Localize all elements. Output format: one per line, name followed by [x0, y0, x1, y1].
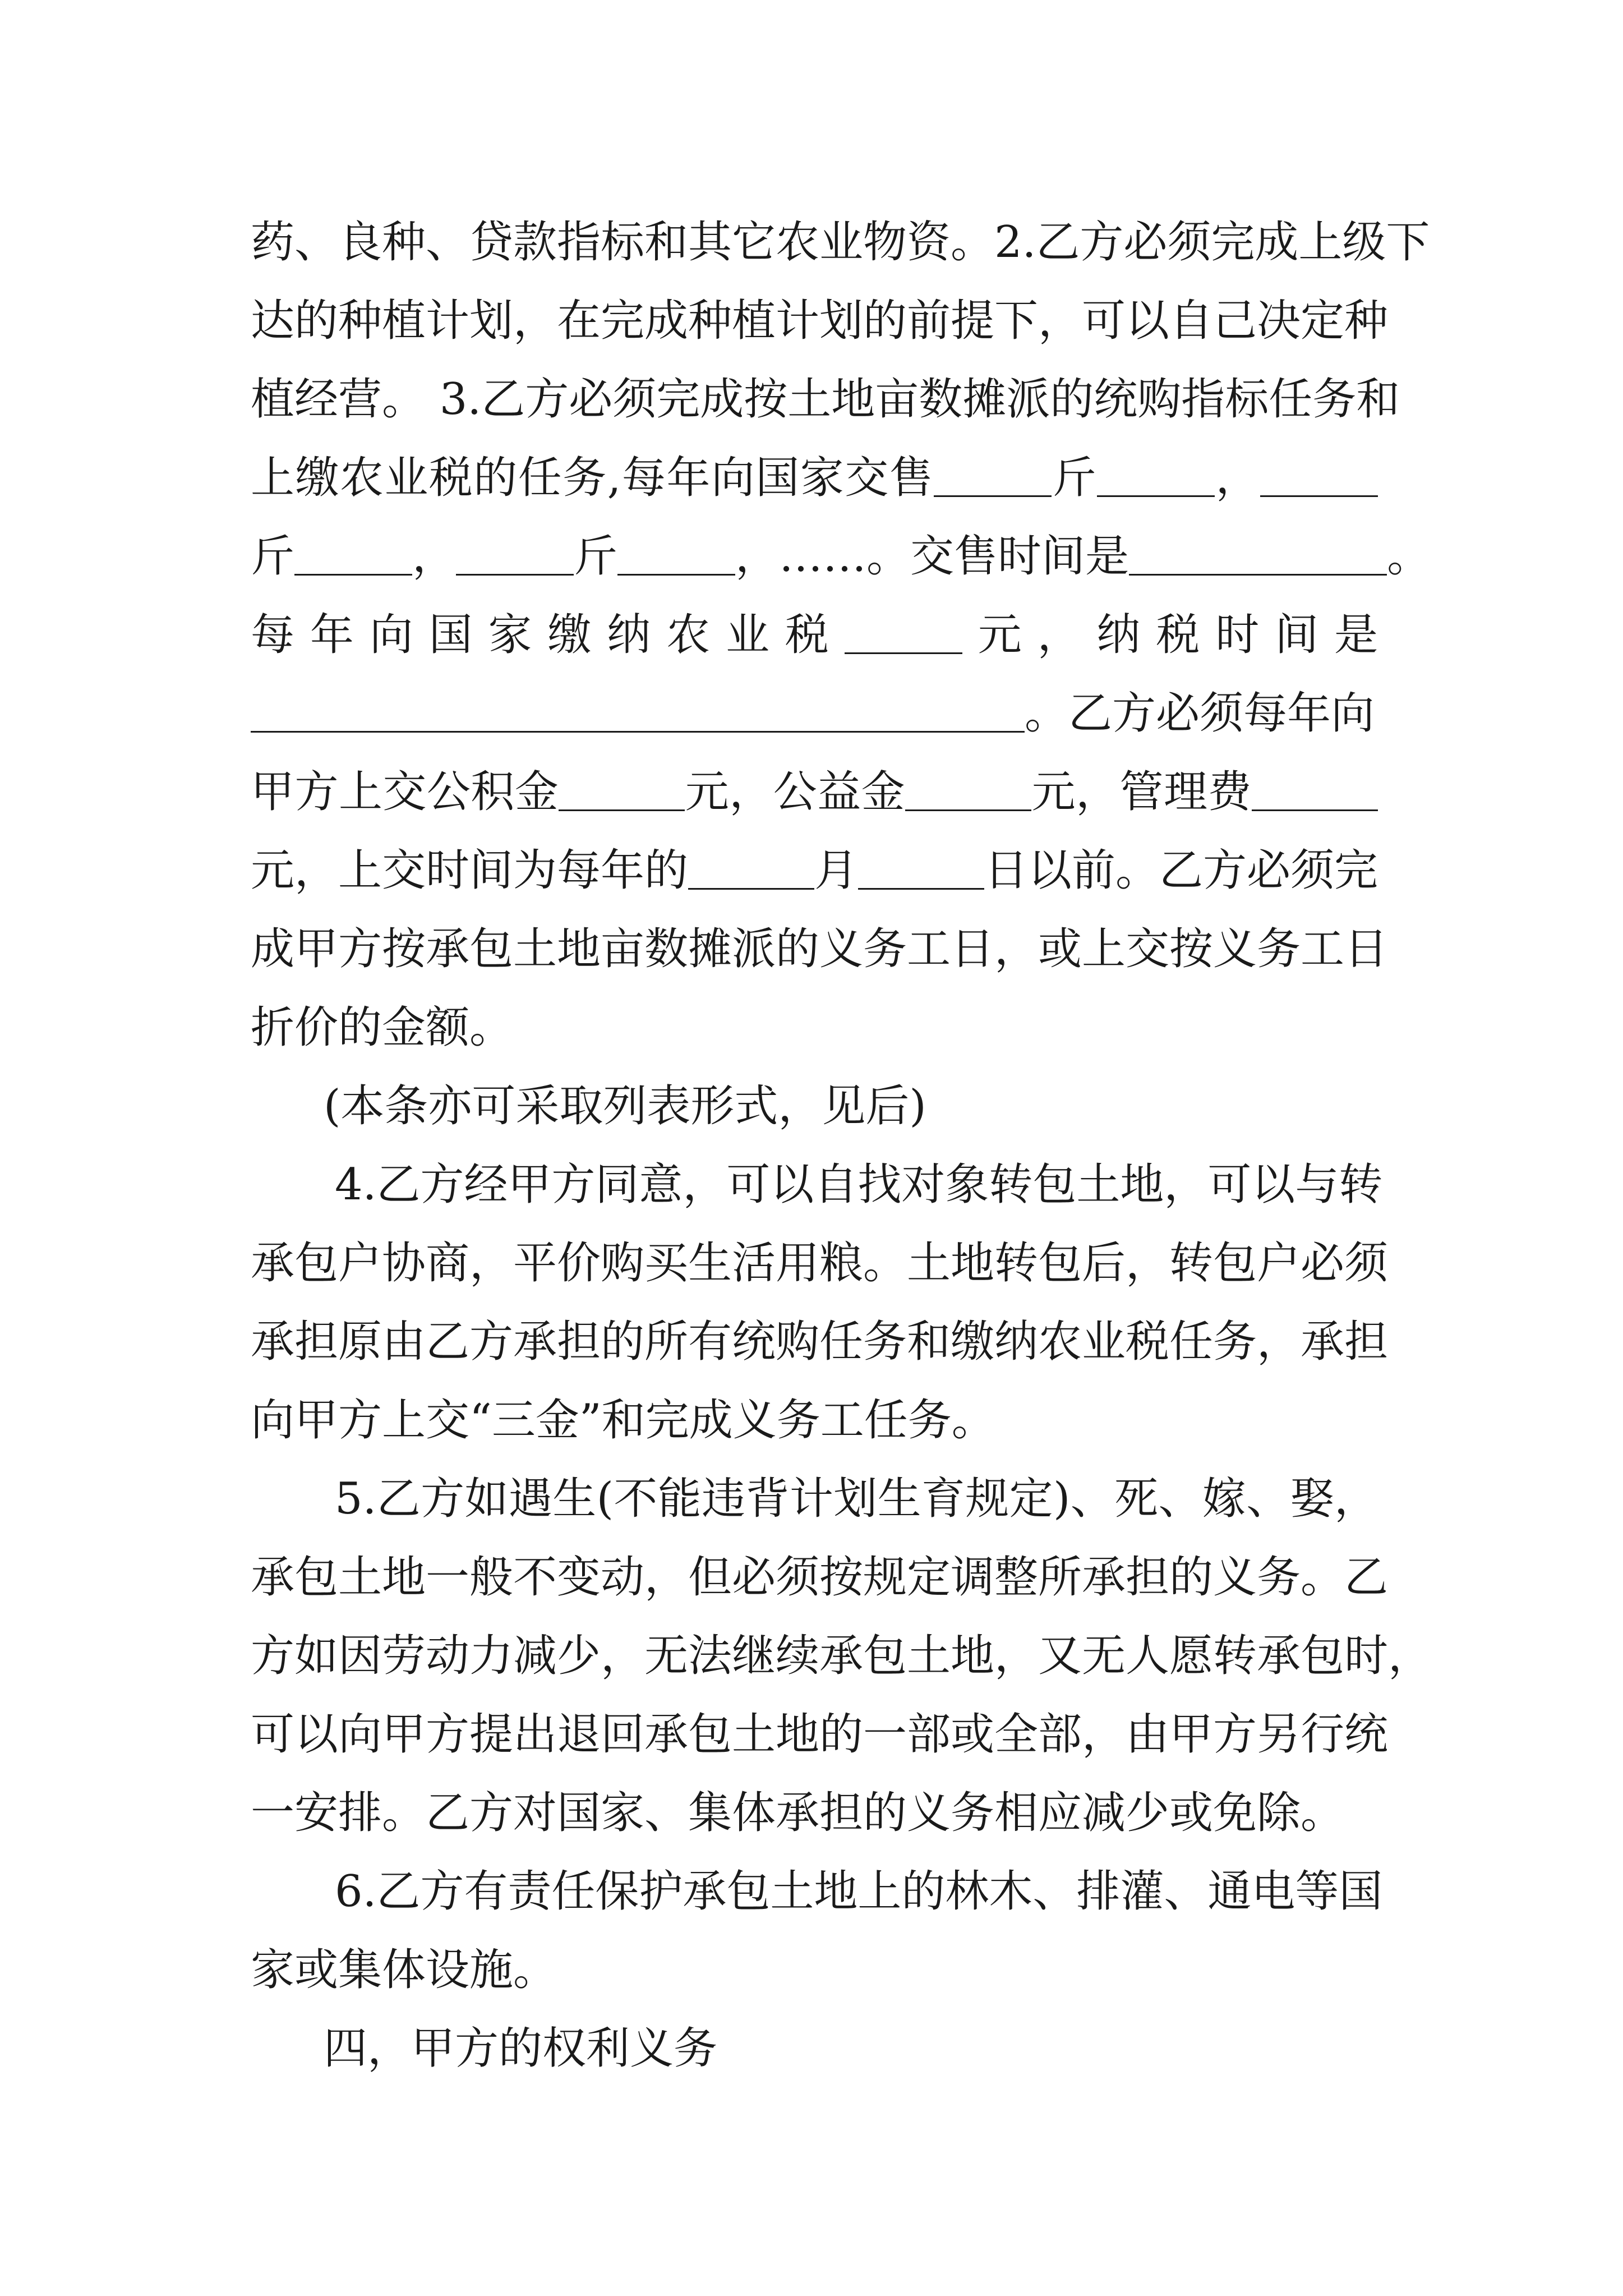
text-line: [251, 282, 1389, 360]
text-span: 日以前。乙方必须完: [984, 845, 1378, 896]
text-line: [251, 831, 1378, 910]
text-span: ，……。交售时间是: [735, 531, 1129, 582]
text-line: [251, 1695, 1389, 1774]
text-span: 上缴农业税的任务,每年向国家交售: [251, 453, 934, 503]
text-line: [251, 1852, 1383, 1931]
text-line: [251, 1303, 1389, 1381]
text-span: ，: [412, 531, 457, 582]
text-span: 。乙方必须每年向: [1025, 688, 1375, 739]
text-span: 。: [1387, 531, 1431, 582]
text-span: 甲方上交公积金: [251, 767, 559, 817]
text-line: [251, 910, 1389, 988]
text-line: [251, 1224, 1389, 1303]
text-span: 四，甲方的权利义务: [324, 2023, 718, 2074]
text-span: 承包户协商，平价购买生活用粮。土地转包后，转包户必须: [251, 1238, 1389, 1289]
text-line: [251, 517, 1431, 596]
fill-in-blank[interactable]: [1097, 452, 1215, 497]
text-span: 每年向国家缴纳农业税: [251, 610, 845, 660]
text-span: 家或集体设施。: [251, 1945, 557, 1995]
text-line: [251, 1617, 1432, 1695]
text-span: 成甲方按承包土地亩数摊派的义务工日，或上交按义务工日: [251, 924, 1389, 974]
text-span: 可以向甲方提出退回承包土地的一部或全部，由甲方另行统: [251, 1709, 1389, 1760]
text-span: 方如因劳动力减少，无法继续承包土地，又无人愿转承包时，: [251, 1631, 1432, 1681]
text-line: [251, 674, 1378, 753]
fill-in-blank[interactable]: [688, 844, 814, 890]
text-span: 一安排。乙方对国家、集体承担的义务相应减少或免除。: [251, 1788, 1345, 1838]
fill-in-blank[interactable]: [934, 452, 1052, 497]
text-line: [251, 1145, 1383, 1224]
text-line: [251, 596, 1378, 674]
text-line: [251, 1931, 1378, 2009]
text-span: 4.乙方经甲方同意，可以自找对象转包土地，可以与转: [335, 1159, 1383, 1210]
text-span: 斤: [1052, 453, 1098, 503]
fill-in-blank[interactable]: [1252, 766, 1378, 811]
fill-in-blank[interactable]: [617, 530, 735, 576]
text-span: 承担原由乙方承担的所有统购任务和缴纳农业税任务，承担: [251, 1317, 1389, 1367]
fill-in-blank[interactable]: [251, 687, 1025, 733]
text-span: 斤: [251, 531, 295, 582]
text-span: 药、良种、贷款指标和其它农业物资。2.乙方必须完成上级下: [251, 217, 1430, 268]
text-span: 6.乙方有责任保护承包土地上的林木、排灌、通电等国: [335, 1866, 1383, 1917]
text-span: 向甲方上交“三金”和完成义务工任务。: [251, 1395, 995, 1446]
text-span: 元，上交时间为每年的: [251, 845, 689, 896]
text-line: [251, 439, 1378, 517]
fill-in-blank[interactable]: [905, 766, 1031, 811]
text-span: 斤: [574, 531, 618, 582]
text-line: [251, 360, 1400, 439]
text-line: [251, 203, 1430, 282]
note-line: [251, 1067, 1378, 1145]
text-line: [251, 1460, 1378, 1538]
fill-in-blank[interactable]: [858, 844, 984, 890]
text-line: [251, 753, 1378, 831]
text-span: 元，纳税时间是: [962, 610, 1378, 660]
fill-in-blank[interactable]: [559, 766, 685, 811]
text-span: 承包土地一般不变动，但必须按规定调整所承担的义务。乙: [251, 1552, 1389, 1603]
text-line: [251, 988, 1378, 1067]
text-line: [251, 1381, 1378, 1460]
text-span: ，: [1215, 453, 1260, 503]
text-span: 月: [814, 845, 859, 896]
text-span: 折价的金额。: [251, 1002, 514, 1053]
text-line: [251, 1774, 1378, 1852]
text-span: (本条亦可采取列表形式，见后): [324, 1081, 926, 1131]
fill-in-blank[interactable]: [294, 530, 412, 576]
text-span: 元，公益金: [685, 767, 906, 817]
fill-in-blank[interactable]: [845, 609, 962, 654]
fill-in-blank[interactable]: [1260, 452, 1378, 497]
section-heading: [251, 2009, 1378, 2088]
fill-in-blank[interactable]: [456, 530, 574, 576]
text-span: 元，管理费: [1031, 767, 1252, 817]
text-span: 5.乙方如遇生(不能违背计划生育规定)、死、嫁、娶，: [335, 1474, 1378, 1524]
fill-in-blank[interactable]: [1129, 530, 1387, 576]
text-span: 达的种植计划，在完成种植计划的前提下，可以自己决定种: [251, 296, 1389, 346]
text-span: 植经营。 3.乙方必须完成按土地亩数摊派的统购指标任务和: [251, 374, 1400, 425]
text-line: [251, 1538, 1389, 1617]
